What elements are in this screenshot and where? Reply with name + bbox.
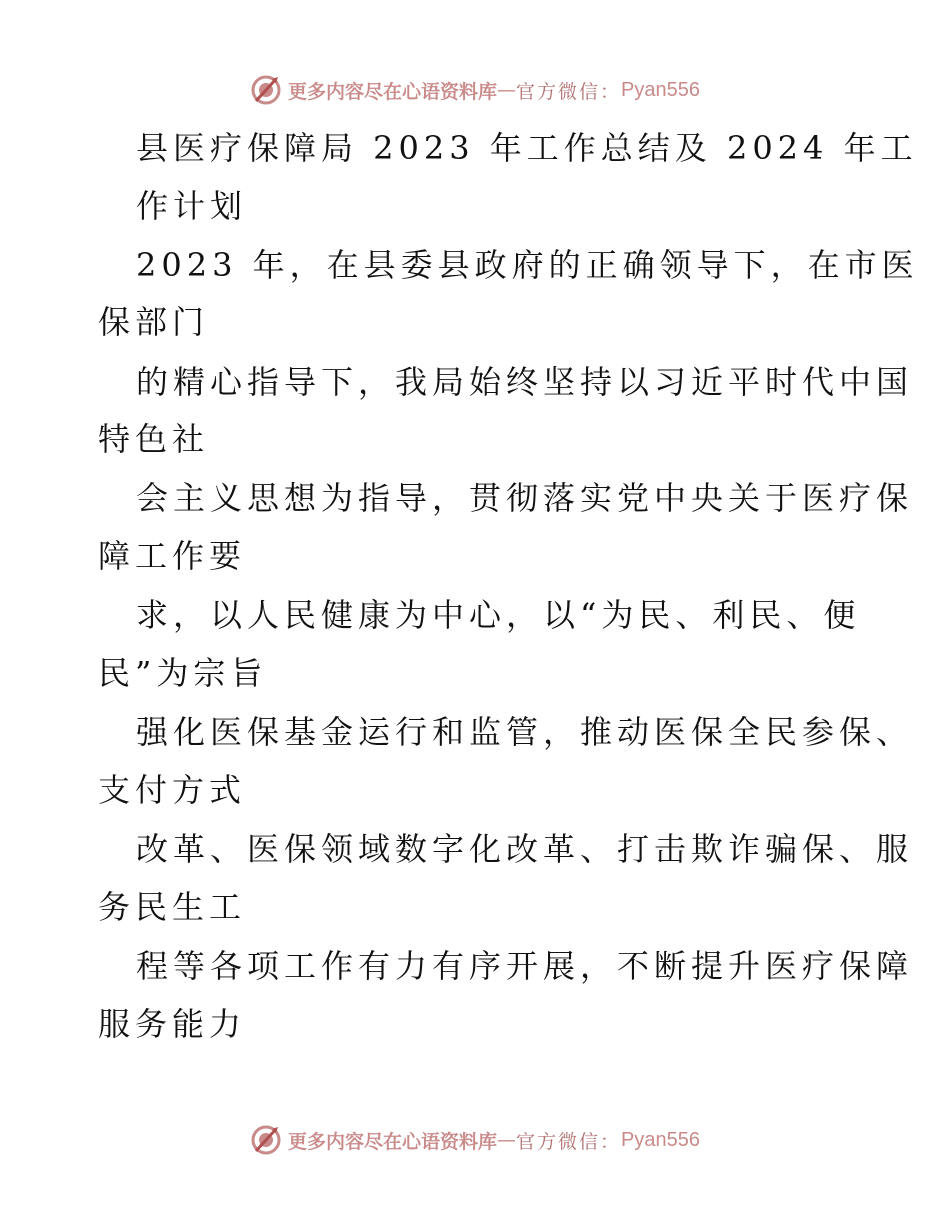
pen-seal-icon <box>250 74 282 106</box>
footer-watermark <box>0 1120 950 1160</box>
paragraph-line: 务民生工 <box>98 888 247 926</box>
paragraph-line: 的精心指导下，我局始终坚持以习近平时代中国 <box>136 363 914 401</box>
watermark-wechat-id: Pyan556 <box>621 1128 700 1151</box>
paragraph-line: 民”为宗旨 <box>98 654 268 692</box>
watermark-wechat-label: 官方微信： <box>516 1130 622 1153</box>
paragraph-line: 会主义思想为指导，贯彻落实党中央关于医疗保 <box>136 479 914 517</box>
pen-seal-icon <box>250 1124 282 1156</box>
watermark-main-text: 更多内容尽在心语资料库 <box>288 1130 498 1153</box>
watermark-wechat-label: 官方微信： <box>516 80 622 103</box>
paragraph-line: 障工作要 <box>98 537 247 575</box>
paragraph-line: 程等各项工作有力有序开展，不断提升医疗保障 <box>136 947 914 985</box>
watermark-wechat-id: Pyan556 <box>621 78 700 101</box>
document-title-line-1: 县医疗保障局 2023 年工作总结及 2024 年工 <box>136 129 918 167</box>
paragraph-line: 服务能力 <box>98 1005 247 1043</box>
paragraph-line: 支付方式 <box>98 771 247 809</box>
watermark-dash: — <box>497 79 517 101</box>
watermark-dash: — <box>497 1129 517 1151</box>
document-title-line-2: 作计划 <box>136 187 248 225</box>
header-watermark <box>0 70 950 110</box>
paragraph-line: 特色社 <box>98 420 210 458</box>
paragraph-line: 强化医保基金运行和监管，推动医保全民参保、 <box>136 713 914 751</box>
watermark-main-text: 更多内容尽在心语资料库 <box>288 80 498 103</box>
paragraph-line: 改革、医保领域数字化改革、打击欺诈骗保、服 <box>136 830 914 868</box>
paragraph-line: 保部门 <box>98 303 210 341</box>
paragraph-line: 求，以人民健康为中心，以“为民、利民、便 <box>136 596 861 634</box>
paragraph-line: 2023 年，在县委县政府的正确领导下，在市医 <box>136 246 919 284</box>
